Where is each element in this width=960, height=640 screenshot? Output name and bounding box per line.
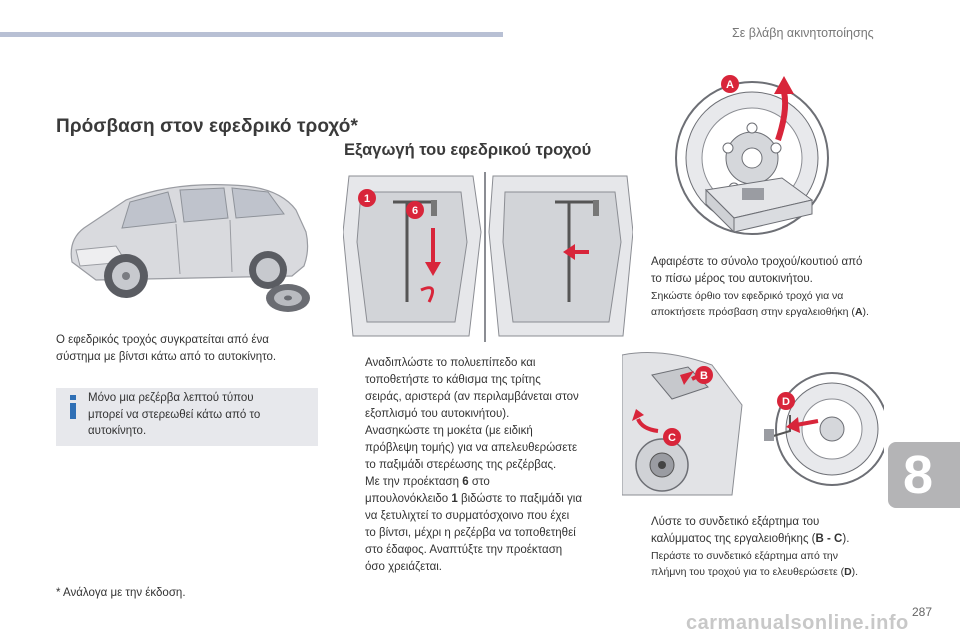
ref-number-1: 1 <box>451 493 458 505</box>
step-text: πλήμνη του τροχού για το ελευθερώσετε ( <box>651 566 845 578</box>
step-line: όσο χρειάζεται. <box>365 561 442 573</box>
step-text: αποκτήσετε πρόσβαση στην εργαλειοθήκη ( <box>651 306 855 318</box>
page-number: 287 <box>912 605 933 619</box>
right-top-step-1 <box>630 254 900 320</box>
step-line <box>651 564 900 580</box>
step-line: Περάστε το συνδετικό εξάρτημα από την <box>651 550 838 562</box>
callout-c: C <box>668 432 676 444</box>
step-line: Λύστε το συνδετικό εξάρτημα του <box>651 516 820 528</box>
middle-step-2 <box>344 423 634 474</box>
step-line: Ανασηκώστε τη μοκέτα (με ειδική <box>365 425 533 437</box>
callout-a: A <box>726 79 734 91</box>
step-line <box>365 491 634 508</box>
trunk-illustration <box>343 172 633 342</box>
step-item <box>630 254 900 288</box>
spare-wheel-illustration <box>670 70 870 245</box>
top-bar <box>0 32 503 37</box>
step-line <box>651 531 900 548</box>
step-line: στο έδαφος. Αναπτύξτε την προέκταση <box>365 544 563 556</box>
step-line: εξοπλισμό του αυτοκινήτου). <box>365 408 510 420</box>
middle-step-1 <box>344 355 634 423</box>
right-top-steps <box>630 254 900 320</box>
ref-number-6: 6 <box>462 476 469 488</box>
info-line-3: αυτοκίνητο. <box>88 425 147 437</box>
section-header: Σε βλάβη ακινητοποίησης <box>732 26 874 40</box>
step-item <box>630 548 900 580</box>
step-text: ). <box>862 306 869 318</box>
intro-line-1: Ο εφεδρικός τροχός συγκρατείται από ένα <box>56 334 269 346</box>
page-title: Πρόσβαση στον εφεδρικό τροχό* <box>56 116 358 137</box>
car-illustration <box>56 170 318 320</box>
right-bottom-steps <box>630 514 900 580</box>
info-text <box>88 390 313 440</box>
ref-letters-b-c: B - C <box>815 533 843 545</box>
step-line: το παξιμάδι στερέωσης της ρεζέρβας. <box>365 459 557 471</box>
step-line <box>365 474 634 491</box>
step-line <box>651 304 900 320</box>
step-line: πρόβλεψη τομής) για να απελευθερώσετε <box>365 442 578 454</box>
intro-paragraph <box>56 332 318 366</box>
step-text: καλύμματος της εργαλειοθήκης ( <box>651 533 816 545</box>
step-line: Αναδιπλώστε το πολυεπίπεδο και <box>365 357 536 369</box>
ref-letter-d: D <box>844 566 852 578</box>
chapter-tab <box>888 442 960 508</box>
step-text: μπουλονόκλειδο <box>365 493 452 505</box>
step-line: Αφαιρέστε το σύνολο τροχού/κουτιού από <box>651 256 863 268</box>
step-line: τοποθετήστε το κάθισμα της τρίτης <box>365 374 541 386</box>
middle-step-3 <box>344 474 634 576</box>
info-line-1: Μόνο μια ρεζέρβα λεπτού τύπου <box>88 392 254 404</box>
info-line-2: μπορεί να στερεωθεί κάτω από το <box>88 408 261 421</box>
intro-line-2: σύστημα με βίντσι κάτω από το αυτοκίνητο. <box>56 351 277 363</box>
info-icon <box>66 394 80 420</box>
step-line: Σηκώστε όρθιο τον εφεδρικό τροχό για να <box>651 290 844 302</box>
step-text: βιδώστε το παξιμάδι για <box>457 493 582 505</box>
step-line: σειράς, αριστερά (αν περιλαμβάνεται στον <box>365 391 579 403</box>
watermark: carmanualsonline.info <box>686 612 909 634</box>
step-text: Με την προέκταση <box>365 476 463 488</box>
step-line: το πίσω μέρος του αυτοκινήτου. <box>651 273 813 285</box>
step-item <box>630 514 900 548</box>
callout-1: 1 <box>363 193 371 205</box>
step-text: ). <box>842 533 850 545</box>
callout-d: D <box>782 396 790 408</box>
footnote: * Ανάλογα με την έκδοση. <box>56 587 186 599</box>
step-text: στο <box>468 476 490 488</box>
middle-steps-list <box>344 355 634 576</box>
sub-heading: Εξαγωγή του εφεδρικού τροχού <box>344 141 592 159</box>
ref-letter-a: A <box>854 306 863 318</box>
step-line: να ξετυλιχτεί το συρματόσχοινο που έχει <box>365 510 570 522</box>
callout-b: B <box>700 370 708 382</box>
callout-6: 6 <box>411 205 419 217</box>
step-item <box>630 288 900 320</box>
info-box <box>56 388 318 446</box>
step-text: ). <box>851 566 859 578</box>
step-line: το βίντσι, μέχρι η ρεζέρβα να τοποθετηθεί <box>365 527 576 539</box>
chapter-number: 8 <box>902 445 934 505</box>
toolbox-wheel-illustration <box>622 345 884 505</box>
